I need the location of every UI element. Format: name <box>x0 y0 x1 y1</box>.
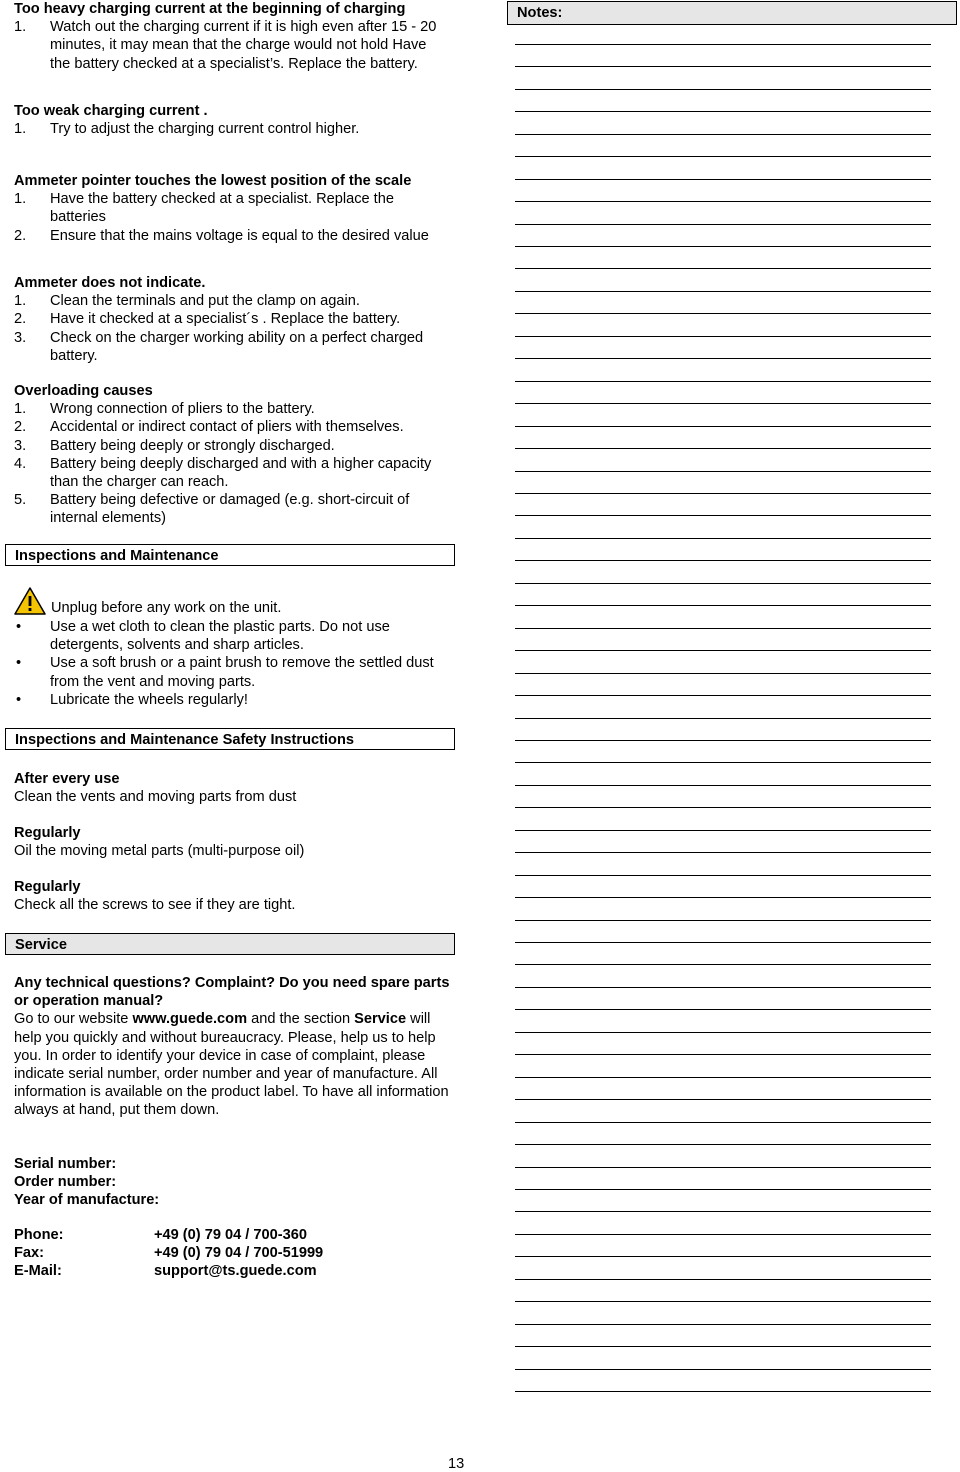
note-line <box>515 381 931 382</box>
section-weak-current <box>14 102 450 138</box>
item-number: 2. <box>14 419 27 436</box>
safety-text: Oil the moving metal parts (multi-purpose oil) <box>14 843 305 860</box>
note-line <box>515 313 931 314</box>
maintenance-bullets <box>14 618 450 709</box>
item-text: Use a soft brush or a paint brush to remove the settled dust from the vent and moving parts. <box>50 655 434 690</box>
note-line <box>515 852 931 853</box>
note-line <box>515 1324 931 1325</box>
note-line <box>515 1189 931 1190</box>
list-item <box>14 227 450 245</box>
list-item <box>14 292 450 310</box>
note-line <box>515 1211 931 1212</box>
note-line <box>515 403 931 404</box>
note-line <box>515 1054 931 1055</box>
list-item <box>14 120 450 138</box>
year-label: Year of manufacture: <box>14 1192 160 1209</box>
service-header: Service <box>5 933 455 955</box>
list-item <box>14 310 450 328</box>
item-text: Clean the terminals and put the clamp on again. <box>50 293 360 310</box>
note-line <box>515 875 931 876</box>
safety-screws <box>14 878 450 914</box>
note-line <box>515 1346 931 1347</box>
item-text: Accidental or indirect contact of pliers with themselves. <box>50 419 404 436</box>
list-item <box>14 418 450 436</box>
overload-title: Overloading causes <box>14 383 153 399</box>
section-ammeter-none <box>14 274 450 365</box>
section-ammeter-low <box>14 172 450 245</box>
note-line <box>515 111 931 112</box>
list-item <box>14 437 450 455</box>
item-text: Watch out the charging current if it is high even after 15 - 20 minutes, it may mean that the charge would not hold Have the battery checked at a specialist’s. Replace the battery. <box>50 19 437 72</box>
note-line <box>515 740 931 741</box>
item-number: 5. <box>14 492 27 509</box>
item-number: 1. <box>14 191 27 208</box>
note-line <box>515 89 931 90</box>
note-line <box>515 807 931 808</box>
maintenance-header: Inspections and Maintenance <box>5 544 455 566</box>
weak-title: Too weak charging current . <box>14 103 208 119</box>
note-line <box>515 1279 931 1280</box>
note-line <box>515 66 931 67</box>
safety-subtitle: Regularly <box>14 825 81 841</box>
list-item <box>14 329 450 365</box>
safety-header: Inspections and Maintenance Safety Instructions <box>5 728 455 750</box>
note-line <box>515 515 931 516</box>
list-item <box>14 455 450 491</box>
item-number: 4. <box>14 455 27 472</box>
item-number: 2. <box>14 227 27 244</box>
item-text: Lubricate the wheels regularly! <box>50 691 248 708</box>
note-line <box>515 628 931 629</box>
note-line <box>515 920 931 921</box>
note-line <box>515 718 931 719</box>
note-line <box>515 1369 931 1370</box>
note-line <box>515 1077 931 1078</box>
bullet-icon: • <box>16 691 22 708</box>
note-line <box>515 942 931 943</box>
item-text: Have it checked at a specialist´s . Replace the battery. <box>50 311 401 328</box>
note-line <box>515 1122 931 1123</box>
list-item <box>14 400 450 418</box>
bullet-icon: • <box>16 655 22 672</box>
note-line <box>515 1167 931 1168</box>
safety-oil <box>14 824 450 860</box>
list-item <box>14 491 450 527</box>
list-item <box>14 18 450 73</box>
section-heavy-current <box>14 0 450 73</box>
note-line <box>515 695 931 696</box>
item-number: 3. <box>14 437 27 454</box>
note-line <box>515 1009 931 1010</box>
safety-text: Clean the vents and moving parts from dust <box>14 789 297 806</box>
item-number: 3. <box>14 329 27 346</box>
note-line <box>515 201 931 202</box>
item-text: Battery being defective or damaged (e.g. short-circuit of internal elements) <box>50 492 410 527</box>
fax-label: Fax: <box>14 1245 45 1261</box>
note-line <box>515 605 931 606</box>
note-line <box>515 1256 931 1257</box>
note-line <box>515 673 931 674</box>
item-number: 2. <box>14 311 27 328</box>
note-line <box>515 134 931 135</box>
note-line <box>515 246 931 247</box>
note-line <box>515 762 931 763</box>
device-info <box>14 1155 450 1210</box>
note-line <box>515 830 931 831</box>
bullet-icon: • <box>16 619 22 635</box>
item-text: Check on the charger working ability on a perfect charged battery. <box>50 329 424 364</box>
notes-header: Notes: <box>507 1 957 25</box>
safety-after-use <box>14 770 450 806</box>
order-number-label: Order number: <box>14 1174 117 1191</box>
section-overloading <box>14 382 450 528</box>
item-text: Wrong connection of pliers to the battery. <box>50 401 315 418</box>
heavy-title: Too heavy charging current at the beginning of charging <box>14 1 406 17</box>
service-keyword: Service <box>354 1011 407 1028</box>
note-line <box>515 448 931 449</box>
safety-subtitle: Regularly <box>14 879 81 895</box>
warning-icon <box>14 587 46 615</box>
note-line <box>515 268 931 269</box>
note-line <box>515 650 931 651</box>
phone-value: +49 (0) 79 04 / 700-360 <box>154 1227 307 1243</box>
item-number: 1. <box>14 401 27 418</box>
email-value[interactable]: support@ts.guede.com <box>154 1263 317 1279</box>
item-text: Use a wet cloth to clean the plastic parts. Do not use detergents, solvents and sharp articles. <box>50 619 390 654</box>
item-number: 1. <box>14 19 27 36</box>
email-label: E-Mail: <box>14 1263 62 1279</box>
note-line <box>515 291 931 292</box>
list-item <box>14 654 450 690</box>
phone-label: Phone: <box>14 1227 64 1243</box>
ammeter-low-title: Ammeter pointer touches the lowest position of the scale <box>14 173 412 189</box>
item-text: Try to adjust the charging current control higher. <box>50 121 360 138</box>
safety-subtitle: After every use <box>14 771 120 787</box>
note-line <box>515 44 931 45</box>
safety-text: Check all the screws to see if they are tight. <box>14 897 296 914</box>
list-item <box>14 190 450 226</box>
note-line <box>515 358 931 359</box>
note-line <box>515 1099 931 1100</box>
note-line <box>515 224 931 225</box>
note-line <box>515 785 931 786</box>
note-line <box>515 560 931 561</box>
note-line <box>515 426 931 427</box>
service-paragraph: Go to our website www.guede.com and the section Service will help you quickly and without bureaucracy. Please, help us to help you. In order to identify your device in case of complaint, please indicate serial number, order number and year of manufacture. All information is available on the product label. To have all information always at hand, put them down. <box>14 1011 449 1119</box>
note-line <box>515 1391 931 1392</box>
list-item <box>14 691 450 709</box>
note-line <box>515 897 931 898</box>
note-line <box>515 1032 931 1033</box>
item-text: Have the battery checked at a specialist. Replace the batteries <box>50 191 394 226</box>
fax-value: +49 (0) 79 04 / 700-51999 <box>154 1245 324 1261</box>
page-number: 13 <box>448 1456 465 1472</box>
service-question: Any technical questions? Complaint? Do you need spare parts or operation manual? <box>14 975 450 1010</box>
website-link[interactable]: www.guede.com <box>132 1011 248 1028</box>
note-line <box>515 1301 931 1302</box>
ammeter-none-title: Ammeter does not indicate. <box>14 275 206 291</box>
note-line <box>515 1144 931 1145</box>
note-line <box>515 156 931 157</box>
note-line <box>515 1234 931 1235</box>
service-text <box>14 974 450 1120</box>
item-number: 1. <box>14 293 27 310</box>
note-line <box>515 493 931 494</box>
note-line <box>515 987 931 988</box>
item-number: 1. <box>14 121 27 138</box>
note-line <box>515 964 931 965</box>
note-line <box>515 336 931 337</box>
item-text: Ensure that the mains voltage is equal to the desired value <box>50 227 429 244</box>
serial-number-label: Serial number: <box>14 1156 117 1172</box>
note-line <box>515 538 931 539</box>
note-line <box>515 179 931 180</box>
item-text: Battery being deeply or strongly discharged. <box>50 437 335 454</box>
warning-text: Unplug before any work on the unit. <box>51 600 282 616</box>
note-line <box>515 471 931 472</box>
note-line <box>515 583 931 584</box>
list-item <box>14 618 450 654</box>
item-text: Battery being deeply discharged and with a higher capacity than the charger can reach. <box>50 455 432 491</box>
